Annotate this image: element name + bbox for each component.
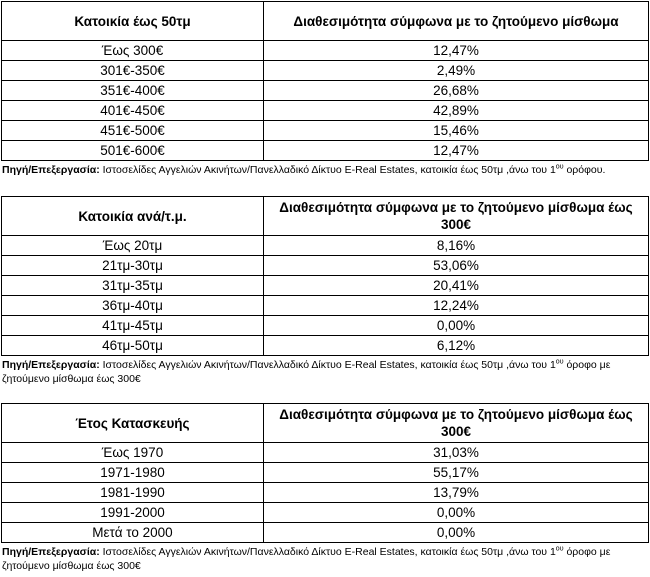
row-value: 12,24%	[264, 296, 649, 316]
source-text: Ιστοσελίδες Αγγελιών Ακινήτων/Πανελλαδικό Δίκτυο E-Real Estates, κατοικία έως 50τμ ,άνω του 1	[99, 164, 556, 176]
row-label: 46τμ-50τμ	[2, 336, 264, 356]
row-label: 1971-1980	[2, 463, 264, 483]
size-table	[1, 196, 649, 356]
source-tail: ορόφου.	[563, 164, 606, 176]
table-row	[2, 141, 649, 161]
row-label: 351€-400€	[2, 81, 264, 101]
row-value: 6,12%	[264, 336, 649, 356]
table-row	[2, 503, 649, 523]
table-block-construction-year	[1, 403, 648, 573]
row-value: 8,16%	[264, 236, 649, 256]
row-label: Έως 300€	[2, 41, 264, 61]
header-left: Έτος Κατασκευής	[2, 404, 264, 443]
source-tail: όροφο με ζητούμενο μίσθωμα έως 300€	[2, 546, 611, 572]
table-row	[2, 121, 649, 141]
table-row	[2, 523, 649, 543]
table-block-size	[1, 196, 648, 386]
header-right	[264, 197, 649, 236]
table-row	[2, 61, 649, 81]
header-right-text: Διαθεσιμότητα σύμφωνα με το ζητούμενο μίσθωμα έως 300€	[279, 407, 633, 439]
row-label: Μετά το 2000	[2, 523, 264, 543]
source-label: Πηγή/Επεξεργασία:	[2, 359, 100, 371]
source-superscript: ου	[555, 163, 564, 171]
row-value: 15,46%	[264, 121, 649, 141]
source-note	[1, 358, 648, 386]
table-row	[2, 483, 649, 503]
table-row	[2, 276, 649, 296]
row-label: 1981-1990	[2, 483, 264, 503]
source-text: Ιστοσελίδες Αγγελιών Ακινήτων/Πανελλαδικό Δίκτυο E-Real Estates, κατοικία έως 50τμ ,άνω του 1	[99, 359, 556, 371]
table-row	[2, 236, 649, 256]
table-header-row	[2, 2, 649, 41]
source-label: Πηγή/Επεξεργασία:	[2, 546, 100, 558]
row-value: 13,79%	[264, 483, 649, 503]
source-tail: όροφο με ζητούμενο μίσθωμα έως 300€	[2, 359, 611, 385]
row-value: 20,41%	[264, 276, 649, 296]
row-label: 301€-350€	[2, 61, 264, 81]
table-row	[2, 101, 649, 121]
row-label: 1991-2000	[2, 503, 264, 523]
header-right	[264, 2, 649, 41]
table-row	[2, 256, 649, 276]
row-value: 2,49%	[264, 61, 649, 81]
row-value: 12,47%	[264, 41, 649, 61]
row-label: Έως 20τμ	[2, 236, 264, 256]
header-right-text: Διαθεσιμότητα σύμφωνα με το ζητούμενο μίσθωμα έως 300€	[279, 200, 633, 232]
header-left: Κατοικία έως 50τμ	[2, 2, 264, 41]
source-note	[1, 545, 648, 573]
table-row	[2, 336, 649, 356]
source-note	[1, 163, 648, 177]
header-left: Κατοικία ανά/τ.μ.	[2, 197, 264, 236]
row-value: 31,03%	[264, 443, 649, 463]
row-value: 0,00%	[264, 503, 649, 523]
row-value: 26,68%	[264, 81, 649, 101]
table-header-row	[2, 197, 649, 236]
table-row	[2, 316, 649, 336]
row-value: 0,00%	[264, 316, 649, 336]
source-label: Πηγή/Επεξεργασία:	[2, 164, 100, 176]
construction-year-table	[1, 403, 649, 543]
table-row	[2, 41, 649, 61]
row-label: 451€-500€	[2, 121, 264, 141]
row-label: 21τμ-30τμ	[2, 256, 264, 276]
table-row	[2, 296, 649, 316]
table-row	[2, 81, 649, 101]
source-superscript: ου	[555, 358, 564, 366]
source-text: Ιστοσελίδες Αγγελιών Ακινήτων/Πανελλαδικό Δίκτυο E-Real Estates, κατοικία έως 50τμ ,άνω του 1	[99, 546, 556, 558]
row-label: 41τμ-45τμ	[2, 316, 264, 336]
row-label: 501€-600€	[2, 141, 264, 161]
table-header-row	[2, 404, 649, 443]
header-right-text: Διαθεσιμότητα σύμφωνα με το ζητούμενο μίσθωμα	[293, 13, 619, 29]
row-value: 55,17%	[264, 463, 649, 483]
row-value: 0,00%	[264, 523, 649, 543]
rent-range-table	[1, 1, 649, 161]
row-label: 401€-450€	[2, 101, 264, 121]
row-value: 12,47%	[264, 141, 649, 161]
row-label: 31τμ-35τμ	[2, 276, 264, 296]
source-superscript: ου	[555, 545, 564, 553]
row-value: 42,89%	[264, 101, 649, 121]
table-block-rent-range	[1, 1, 648, 177]
header-right	[264, 404, 649, 443]
row-value: 53,06%	[264, 256, 649, 276]
table-row	[2, 443, 649, 463]
table-row	[2, 463, 649, 483]
row-label: 36τμ-40τμ	[2, 296, 264, 316]
row-label: Έως 1970	[2, 443, 264, 463]
